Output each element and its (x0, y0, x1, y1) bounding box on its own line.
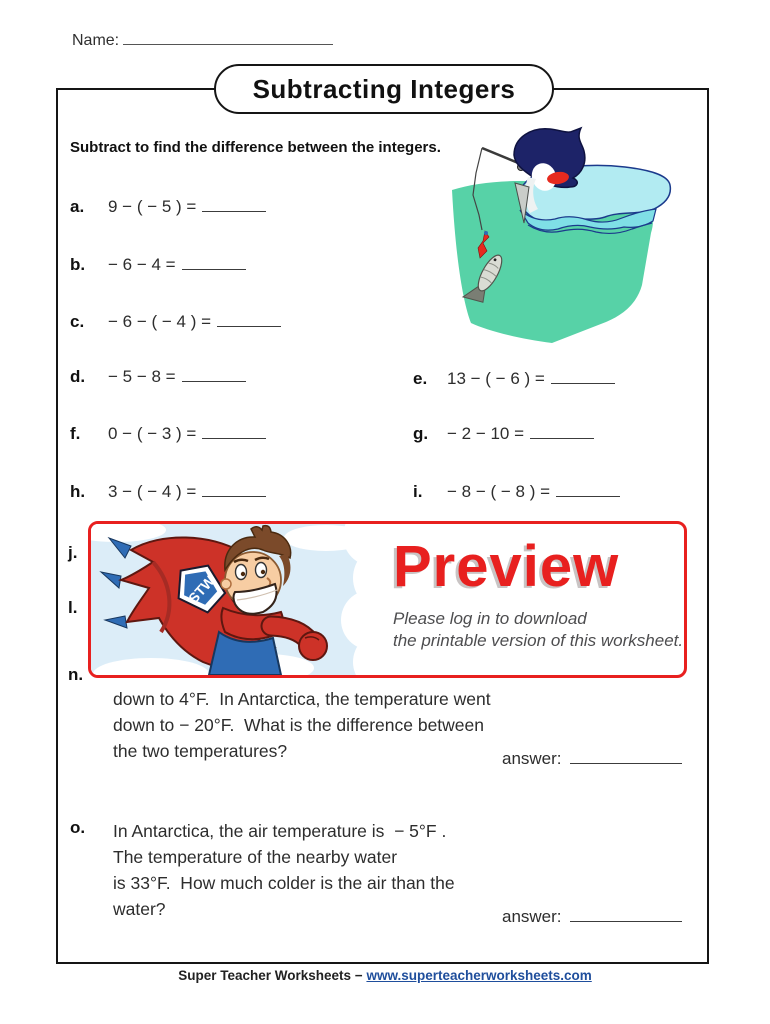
problem-row-f (70, 423, 266, 444)
problem-label: g. (413, 424, 429, 443)
answer-blank (556, 481, 620, 497)
word-problem-o (113, 818, 455, 922)
problem-label: a. (70, 197, 85, 216)
hero-ear (221, 579, 231, 589)
problem-line: is 33°F. How much colder is the air than the (113, 873, 455, 893)
preview-banner (88, 521, 687, 678)
problem-row-h (70, 481, 266, 502)
footer-link[interactable]: www.superteacherworksheets.com (366, 968, 592, 983)
problem-line: The temperature of the nearby water (113, 847, 398, 867)
answer-blank (530, 423, 594, 439)
problem-label-n: n. (68, 665, 84, 684)
footer (0, 968, 770, 983)
problem-line: down to − 20°F. What is the difference between (113, 715, 484, 735)
name-blank-line (123, 30, 333, 45)
answer-label: answer: (502, 907, 562, 926)
name-row (72, 30, 333, 50)
preview-subtext-line2: the printable version of this worksheet. (393, 631, 684, 650)
answer-blank (570, 906, 682, 922)
superhero-mascot-illustration (91, 524, 436, 675)
answer-row-n (502, 748, 682, 769)
problem-line: In Antarctica, the air temperature is − 5°F . (113, 821, 447, 841)
problem-line: the two temperatures? (113, 741, 288, 761)
answer-blank (570, 748, 682, 764)
answer-blank (182, 254, 246, 270)
preview-title: Preview (393, 534, 620, 599)
problem-label-j: j. (68, 543, 78, 562)
penguin-fishing-illustration (440, 115, 705, 360)
problem-label-o: o. (70, 818, 86, 837)
answer-blank (202, 423, 266, 439)
lure-hook (484, 231, 488, 235)
problem-label: b. (70, 255, 86, 274)
problem-row-c (70, 311, 281, 332)
problem-expression: − 5 − 8 = (108, 367, 176, 386)
preview-subtext-line1: Please log in to download (393, 609, 587, 628)
preview-subtext (393, 608, 683, 652)
problem-label-l: l. (68, 598, 78, 617)
word-problem-n (113, 686, 491, 764)
problem-label: c. (70, 312, 85, 331)
problem-expression: 9 − ( − 5 ) = (108, 197, 197, 216)
shield-text: STW (185, 572, 218, 607)
answer-blank (202, 196, 266, 212)
problem-label: h. (70, 482, 86, 501)
problem-label: f. (70, 424, 81, 443)
problem-label: e. (413, 369, 428, 388)
problem-line: water? (113, 899, 166, 919)
hero-fist (299, 632, 327, 660)
problem-expression: 0 − ( − 3 ) = (108, 424, 197, 443)
name-label: Name: (72, 32, 120, 49)
problem-expression: − 6 − 4 = (108, 255, 176, 274)
page-title: Subtracting Integers (252, 73, 516, 104)
answer-row-o (502, 906, 682, 927)
problem-row-e (413, 368, 615, 389)
problem-row-d (70, 366, 246, 387)
problem-expression: − 2 − 10 = (447, 424, 525, 443)
answer-blank (202, 481, 266, 497)
problem-row-g (413, 423, 594, 444)
footer-text: Super Teacher Worksheets − (178, 968, 363, 983)
problem-line: down to 4°F. In Antarctica, the temperature went (113, 689, 491, 709)
problem-label: d. (70, 367, 86, 386)
problem-row-i (413, 481, 620, 502)
problem-row-a (70, 196, 266, 217)
problem-expression: 3 − ( − 4 ) = (108, 482, 197, 501)
answer-blank (217, 311, 281, 327)
problem-expression: 13 − ( − 6 ) = (447, 369, 545, 388)
problem-label: i. (413, 482, 423, 501)
answer-label: answer: (502, 749, 562, 768)
answer-blank (551, 368, 615, 384)
problem-expression: − 8 − ( − 8 ) = (447, 482, 551, 501)
problem-row-b (70, 254, 246, 275)
instruction-text: Subtract to find the difference between the integers. (70, 139, 441, 156)
title-pill (214, 64, 554, 114)
answer-blank (182, 366, 246, 382)
problem-expression: − 6 − ( − 4 ) = (108, 312, 212, 331)
